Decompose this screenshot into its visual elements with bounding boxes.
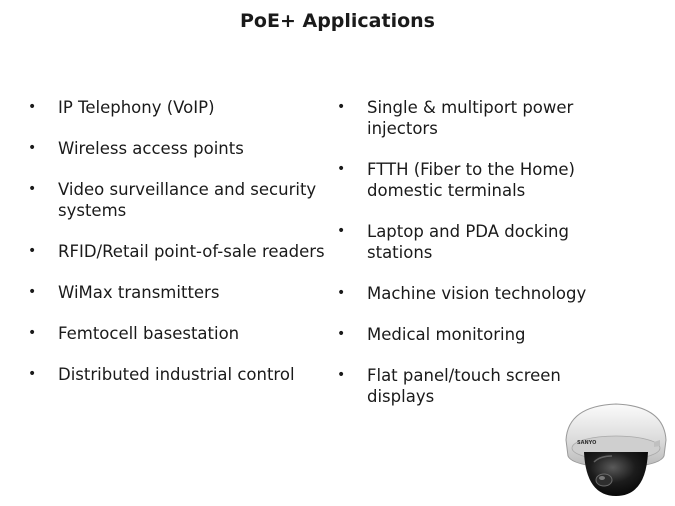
- bullet: •: [337, 223, 346, 239]
- bullet: •: [28, 284, 37, 300]
- bullet: •: [28, 99, 37, 115]
- list-item-text: Video surveillance and security systems: [58, 180, 317, 220]
- list-item: [337, 283, 612, 304]
- right-bullet-list: [337, 97, 612, 427]
- list-item-text: Medical monitoring: [367, 325, 526, 344]
- bullet: •: [337, 285, 346, 301]
- bullet: •: [28, 140, 37, 156]
- bullet: •: [337, 367, 346, 383]
- slide-title: PoE+ Applications: [240, 10, 435, 32]
- list-item-text: Distributed industrial control: [58, 365, 295, 384]
- bullet: •: [337, 326, 346, 342]
- list-item-text: Femtocell basestation: [58, 324, 240, 343]
- list-item: [337, 159, 612, 201]
- list-item-text: Laptop and PDA docking stations: [367, 222, 569, 262]
- list-item: [28, 323, 333, 344]
- bullet: •: [28, 181, 37, 197]
- list-item: [337, 324, 612, 345]
- list-item: [28, 97, 333, 118]
- bullet: •: [337, 161, 346, 177]
- bullet: •: [337, 99, 346, 115]
- list-item-text: IP Telephony (VoIP): [58, 98, 215, 117]
- list-item: [28, 179, 333, 221]
- list-item-text: WiMax transmitters: [58, 283, 220, 302]
- bullet: •: [28, 243, 37, 259]
- list-item: [337, 97, 612, 139]
- list-item-text: Wireless access points: [58, 139, 244, 158]
- bullet: •: [28, 325, 37, 341]
- list-item: [28, 241, 333, 262]
- left-bullet-list: [28, 97, 333, 405]
- list-item-text: FTTH (Fiber to the Home) domestic terminals: [367, 160, 575, 200]
- dome-camera-icon: [560, 400, 672, 500]
- list-item: [28, 282, 333, 303]
- list-item-text: Machine vision technology: [367, 284, 587, 303]
- list-item-text: RFID/Retail point-of-sale readers: [58, 242, 325, 261]
- list-item: [337, 221, 612, 263]
- bullet: •: [28, 366, 37, 382]
- list-item: [28, 364, 333, 385]
- list-item-text: Flat panel/touch screen displays: [367, 366, 561, 406]
- list-item: [28, 138, 333, 159]
- list-item-text: Single & multiport power injectors: [367, 98, 574, 138]
- camera-brand-text: SANYO: [577, 440, 597, 446]
